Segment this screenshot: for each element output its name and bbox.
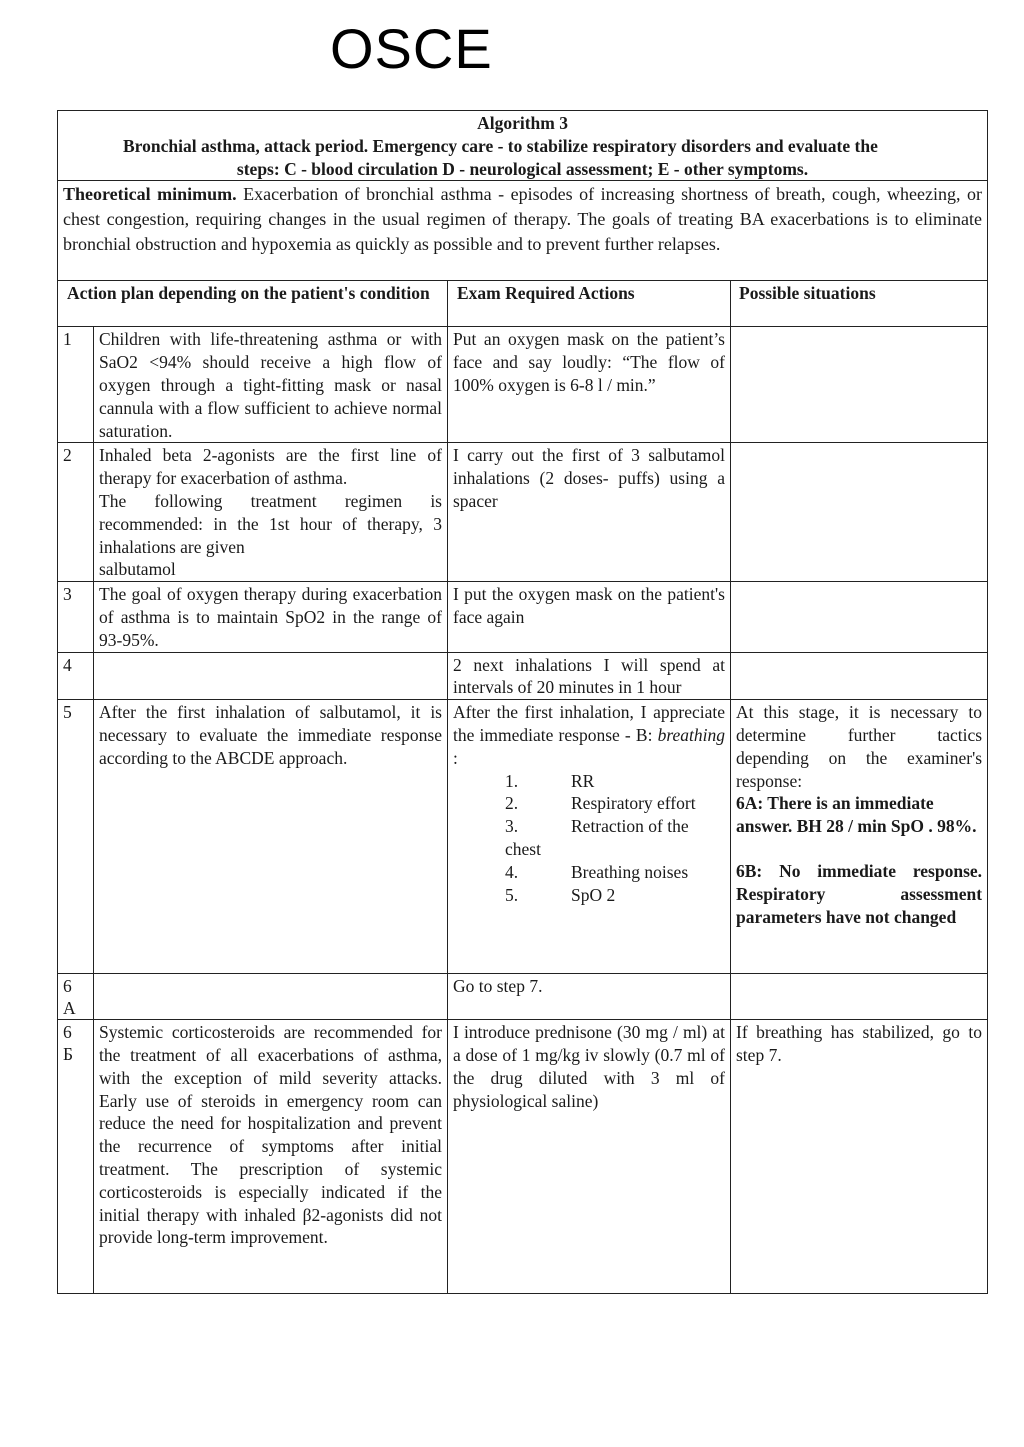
row-number: 2	[58, 443, 94, 582]
list-item-number: 2.	[505, 793, 519, 814]
table-row	[58, 582, 988, 652]
row-number-suffix: Б	[63, 1044, 74, 1065]
assessment-list	[453, 770, 725, 838]
list-item-continuation: chest	[505, 838, 541, 859]
table-row	[58, 327, 988, 443]
list-item-text: Respiratory effort	[571, 793, 696, 814]
list-item	[505, 770, 725, 793]
situation-cell	[731, 327, 988, 443]
plan-cell: Children with life-threatening asthma or with SaO2 <94% should receive a high flow of oxygen through a tight-fitting mask or nasal cannula with a flow sufficient to achieve normal saturation.	[94, 327, 448, 443]
list-item	[505, 792, 725, 815]
plan-cell	[94, 974, 448, 1020]
row-number-main: 6	[63, 1022, 72, 1043]
action-cell	[448, 700, 731, 974]
table-row	[58, 700, 988, 974]
column-header-row	[58, 281, 988, 327]
action-text	[453, 701, 725, 769]
list-item-number: 1.	[505, 770, 519, 791]
plan-cell: Systemic corticosteroids are recommended for the treatment of all exacerbations of asthma, with the exception of mild severity attacks. Early use of steroids in emergency room can reduce the need for hospitalization and prevent the recurrence of symptoms after initial treatment. The prescription of systemic corticosteroids is especially indicated if the initial therapy with inhaled β2-agonists did not provide long-term improvement.	[94, 1020, 448, 1294]
theory-text: Exacerbation of bronchial asthma - episodes of increasing shortness of breath, cough, wheezing, or chest congestion, requiring changes in the usual regimen of therapy. The goals of treating BA exacerbations is to eliminate bronchial obstruction and hypoxemia as quickly as possible and to prevent further relapses.	[63, 184, 983, 254]
row-number	[58, 1020, 94, 1294]
list-item-number: 3.	[505, 816, 519, 837]
row-number: 4	[58, 652, 94, 700]
list-item-text: SpO 2	[571, 884, 616, 905]
list-item-text: Retraction of the	[571, 816, 689, 837]
action-cell: Go to step 7.	[448, 974, 731, 1020]
column-header-actions: Exam Required Actions	[448, 281, 731, 327]
plan-text: The following treatment regimen is recommended: in the 1st hour of therapy, 3 inhalations are given	[99, 490, 442, 557]
row-number-main: 6	[63, 976, 72, 997]
action-cell: I introduce prednisone (30 mg / ml) at a dose of 1 mg/kg iv slowly (0.7 ml of the drug diluted with 3 ml of physiological saline)	[448, 1020, 731, 1294]
action-colon: :	[453, 747, 458, 768]
row-number	[58, 974, 94, 1020]
plan-cell: After the first inhalation of salbutamol, it is necessary to evaluate the immediate response according to the ABCDE approach.	[94, 700, 448, 974]
row-number: 3	[58, 582, 94, 652]
table-row	[58, 652, 988, 700]
theory-row	[58, 181, 988, 281]
row-number: 5	[58, 700, 94, 974]
column-header-plan-text: Action plan depending on the patient's condition	[67, 283, 430, 304]
situation-6b: 6B: No immediate response. Respiratory assessment parameters have not changed	[736, 860, 983, 927]
table-row	[58, 1020, 988, 1294]
assessment-list-continued	[453, 861, 725, 907]
list-item	[505, 884, 725, 907]
action-cell: Put an oxygen mask on the patient’s face and say loudly: “The flow of 100% oxygen is 6-8 l / min.”	[448, 327, 731, 443]
situation-cell	[731, 974, 988, 1020]
list-item-number: 4.	[505, 861, 519, 882]
situation-6a: 6A: There is an immediate answer. BH 28 / min SpO . 98%.	[736, 793, 977, 837]
theory-cell	[58, 181, 988, 281]
algorithm-subtitle-line2: steps: C - blood circulation D - neurological assessment; E - other symptoms.	[236, 158, 809, 179]
algorithm-subtitle-line1: Bronchial asthma, attack period. Emergency care - to stabilize respiratory disorders and evaluate the	[123, 135, 878, 156]
list-item-text: RR	[571, 770, 595, 791]
action-emphasis: breathing	[657, 724, 725, 745]
algorithm-document	[57, 110, 987, 1294]
list-item-text: Breathing noises	[571, 861, 689, 882]
action-cell: 2 next inhalations I will spend at intervals of 20 minutes in 1 hour	[448, 652, 731, 700]
action-cell: I put the oxygen mask on the patient's face again	[448, 582, 731, 652]
algorithm-header	[58, 111, 988, 181]
situation-cell: If breathing has stabilized, go to step 7.	[731, 1020, 988, 1294]
list-item	[505, 815, 725, 838]
theory-label: Theoretical minimum.	[63, 184, 237, 205]
header-row	[58, 111, 988, 181]
plan-cell	[94, 443, 448, 582]
list-item	[505, 861, 725, 884]
situation-cell	[731, 652, 988, 700]
plan-text: salbutamol	[99, 559, 176, 580]
row-number-suffix: A	[63, 998, 76, 1019]
table-row	[58, 443, 988, 582]
row-number: 1	[58, 327, 94, 443]
slide-title: OSCE	[330, 17, 493, 80]
situation-cell	[731, 582, 988, 652]
situation-intro: At this stage, it is necessary to determine further tactics depending on the examiner's response:	[736, 702, 983, 791]
action-intro: After the first inhalation, I appreciate the immediate response - B:	[453, 702, 725, 745]
plan-cell: The goal of oxygen therapy during exacerbation of asthma is to maintain SpO2 in the range of 93-95%.	[94, 582, 448, 652]
action-cell: I carry out the first of 3 salbutamol inhalations (2 doses- puffs) using a spacer	[448, 443, 731, 582]
table-row	[58, 974, 988, 1020]
spacer	[736, 838, 982, 860]
plan-text: Inhaled beta 2-agonists are the first line of therapy for exacerbation of asthma.	[99, 445, 442, 489]
situation-cell	[731, 700, 988, 974]
situation-cell	[731, 443, 988, 582]
column-header-situations: Possible situations	[731, 281, 988, 327]
list-item-number: 5.	[505, 884, 519, 905]
algorithm-title: Algorithm 3	[477, 113, 568, 133]
plan-cell	[94, 652, 448, 700]
algorithm-table	[57, 110, 988, 1294]
column-header-plan	[58, 281, 448, 327]
